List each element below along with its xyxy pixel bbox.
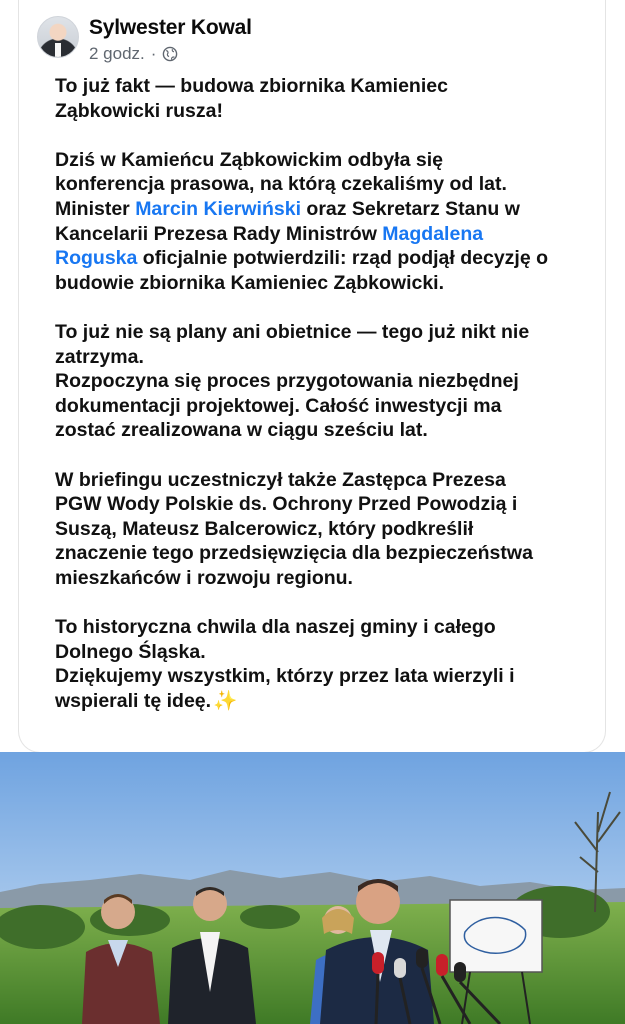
post-time[interactable]: 2 godz.: [89, 44, 145, 63]
text-line: [55, 99, 615, 124]
post-meta: [89, 44, 178, 64]
post-paragraph: [55, 320, 615, 443]
text-segment: PGW Wody Polskie ds. Ochrony Przed Powodzią i: [55, 493, 518, 516]
text-segment: Dziś w Kamieńcu Ząbkowickim odbyła się: [55, 148, 443, 171]
text-segment: Kancelarii Prezesa Rady Ministrów: [55, 222, 383, 245]
text-segment: oficjalnie potwierdzili: rząd podjął decyzję o: [137, 247, 549, 270]
text-line: [55, 640, 615, 665]
post-paragraph: [55, 74, 615, 123]
text-segment: Ząbkowicki rusza!: [55, 99, 223, 122]
text-segment: To historyczna chwila dla naszej gminy i całego: [55, 616, 496, 639]
text-segment: Rozpoczyna się proces przygotowania niezbędnej: [55, 370, 519, 393]
text-line: [55, 172, 615, 197]
text-line: [55, 345, 615, 370]
author-name[interactable]: Sylwester Kowal: [89, 16, 252, 39]
text-line: [55, 615, 615, 640]
text-line: [55, 689, 615, 714]
text-line: [55, 271, 615, 296]
mention-link[interactable]: Magdalena: [382, 222, 484, 245]
mention-link[interactable]: Marcin Kierwiński: [135, 197, 301, 220]
text-line: [55, 197, 615, 222]
text-line: [55, 492, 615, 517]
text-line: [55, 320, 615, 345]
text-line: [55, 74, 615, 99]
text-segment: konferencja prasowa, na którą czekaliśmy od lat.: [55, 173, 507, 196]
text-line: [55, 541, 615, 566]
text-segment: budowie zbiornika Kamieniec Ząbkowicki.: [55, 271, 445, 294]
post-card: [18, 0, 606, 753]
press-conference-photo: [0, 752, 625, 1024]
sparkles-emoji: ✨: [213, 689, 238, 712]
text-line: [55, 394, 615, 419]
text-segment: Dolnego Śląska.: [55, 640, 206, 663]
text-segment: Minister: [55, 197, 136, 220]
text-segment: znaczenie tego przedsięwzięcia dla bezpieczeństwa: [55, 542, 533, 565]
text-segment: zostać zrealizowana w ciągu sześciu lat.: [55, 419, 428, 442]
text-line: [55, 468, 615, 493]
globe-icon: [162, 46, 178, 62]
text-segment: zatrzyma.: [55, 345, 144, 368]
text-segment: W briefingu uczestniczył także Zastępca Prezesa: [55, 468, 506, 491]
text-line: [55, 222, 615, 247]
post-photo[interactable]: [0, 752, 625, 1024]
post-paragraph: [55, 468, 615, 591]
text-line: [55, 369, 615, 394]
text-segment: mieszkańców i rozwoju regionu.: [55, 566, 353, 589]
avatar[interactable]: [37, 16, 79, 58]
text-segment: Suszą, Mateusz Balcerowicz, który podkreślił: [55, 517, 474, 540]
meta-separator: ·: [150, 44, 157, 63]
text-line: [55, 418, 615, 443]
post-text: [55, 74, 615, 713]
text-segment: dokumentacji projektowej. Całość inwestycji ma: [55, 394, 502, 417]
text-line: [55, 246, 615, 271]
mention-link[interactable]: Roguska: [55, 247, 138, 270]
text-segment: oraz Sekretarz Stanu w: [301, 197, 520, 220]
post-paragraph: [55, 615, 615, 713]
post-paragraph: [55, 148, 615, 296]
text-segment: wspierali tę ideę.: [55, 689, 212, 712]
text-line: [55, 566, 615, 591]
text-line: [55, 517, 615, 542]
text-line: [55, 664, 615, 689]
text-line: [55, 148, 615, 173]
text-segment: Dziękujemy wszystkim, którzy przez lata wierzyli i: [55, 665, 515, 688]
text-segment: To już nie są plany ani obietnice — tego już nikt nie: [55, 320, 530, 343]
text-segment: To już fakt — budowa zbiornika Kamieniec: [55, 75, 448, 97]
